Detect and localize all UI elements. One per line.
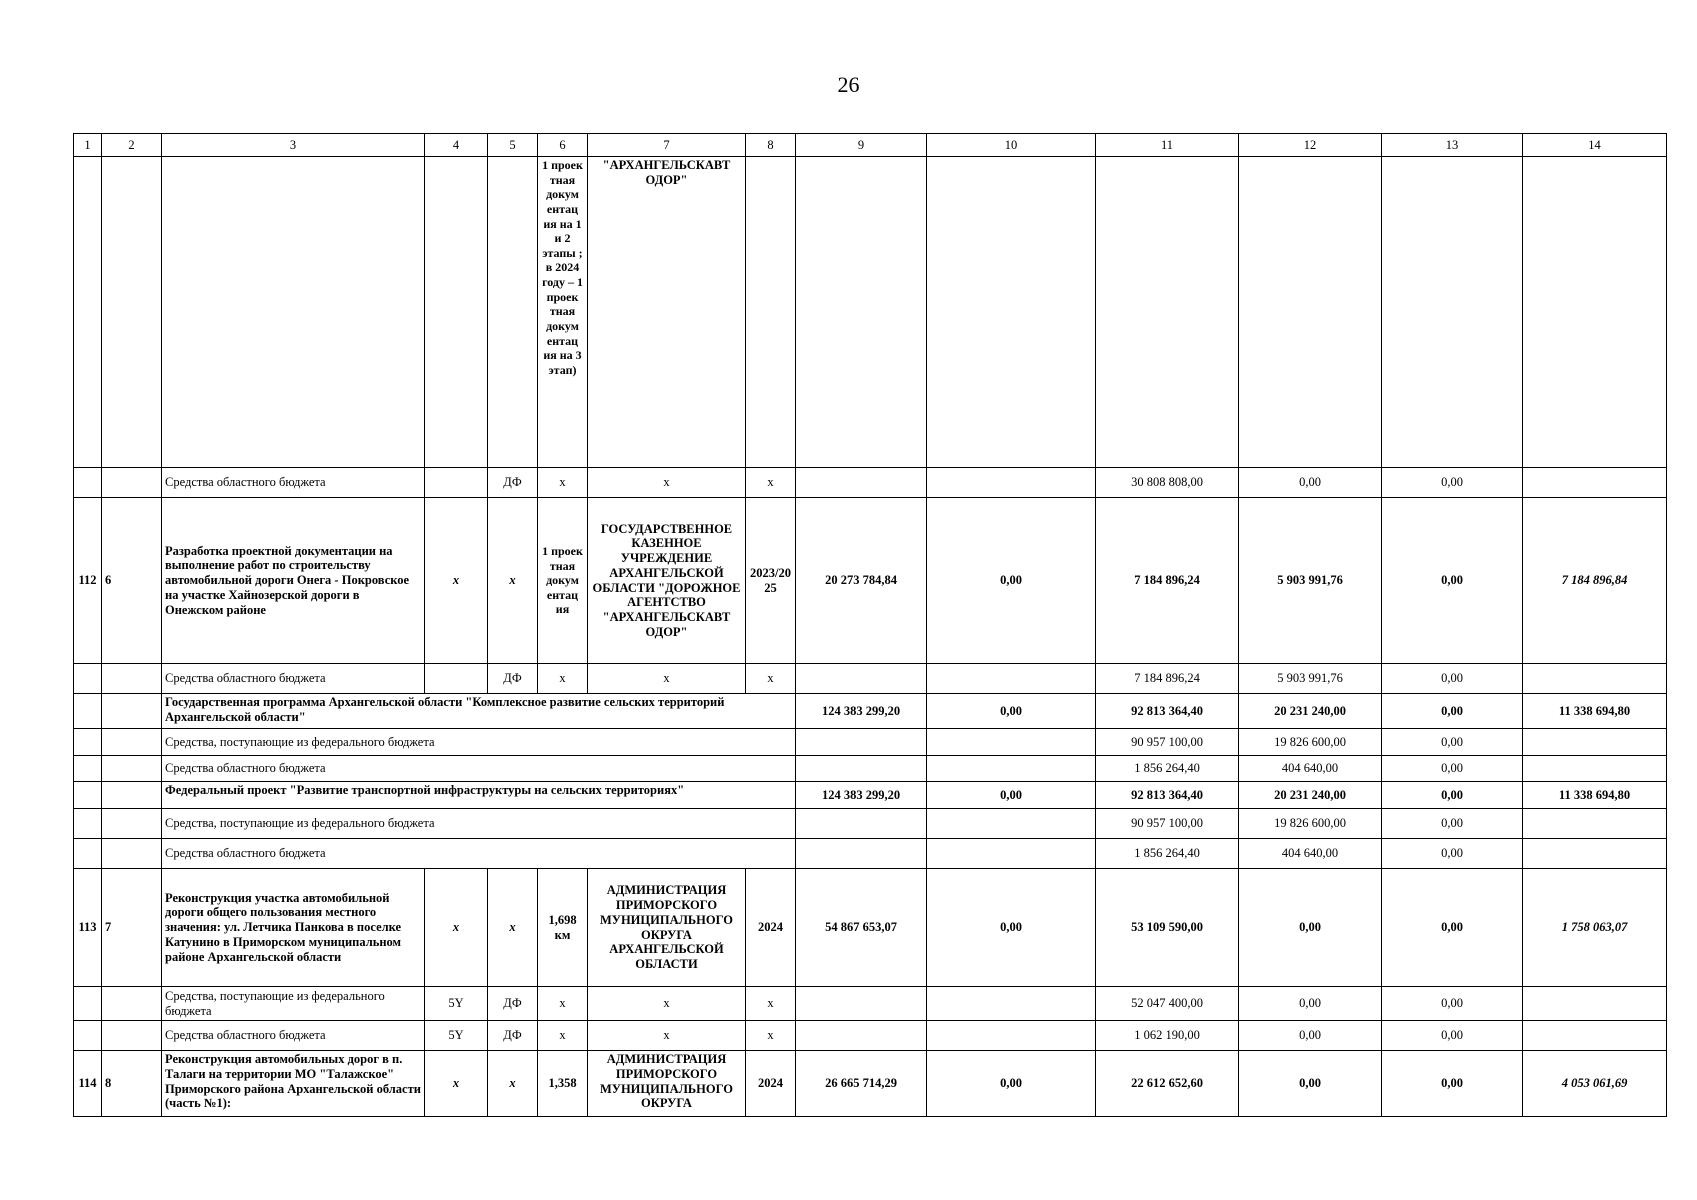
program-title: Государственная программа Архангельской области "Комплексное развитие сельских территорий Архангельской области" bbox=[162, 694, 796, 729]
executor-cell: х bbox=[588, 987, 746, 1021]
quantity-cell: х bbox=[538, 468, 588, 498]
table-row bbox=[74, 468, 1667, 498]
amount-cell: 5 903 991,76 bbox=[1239, 664, 1382, 694]
row-label: Средства областного бюджета bbox=[162, 1021, 425, 1051]
amount-cell: 92 813 364,40 bbox=[1096, 782, 1239, 809]
quantity-cell: 1 проек тная докум ентац ия на 1 и 2 этапы ; в 2024 году – 1 проек тная докум ентац ия на 3 этап) bbox=[538, 157, 588, 468]
amount-cell: 1 758 063,07 bbox=[1523, 869, 1667, 987]
table-row bbox=[74, 729, 1667, 756]
executor-cell: АДМИНИСТРАЦИЯ ПРИМОРСКОГО МУНИЦИПАЛЬНОГО ОКРУГА bbox=[588, 1051, 746, 1117]
period-cell: х bbox=[746, 987, 796, 1021]
code-cell: х bbox=[425, 869, 488, 987]
amount-cell: 7 184 896,24 bbox=[1096, 664, 1239, 694]
amount-cell: 11 338 694,80 bbox=[1523, 782, 1667, 809]
quantity-cell: х bbox=[538, 664, 588, 694]
amount-cell: 20 273 784,84 bbox=[796, 498, 927, 664]
table-row bbox=[74, 756, 1667, 782]
period-cell: х bbox=[746, 468, 796, 498]
executor-cell: х bbox=[588, 468, 746, 498]
amount-cell: 90 957 100,00 bbox=[1096, 729, 1239, 756]
amount-cell: 19 826 600,00 bbox=[1239, 809, 1382, 839]
amount-cell: 124 383 299,20 bbox=[796, 694, 927, 729]
amount-cell: 11 338 694,80 bbox=[1523, 694, 1667, 729]
row-label: Разработка проектной документации на выполнение работ по строительству автомобильной дороги Онега - Покровское на участке Хайнозерской дороги в Онежском районе bbox=[162, 498, 425, 664]
table-row bbox=[74, 839, 1667, 869]
table-row bbox=[74, 694, 1667, 729]
table-row bbox=[74, 869, 1667, 987]
source-cell: х bbox=[488, 1051, 538, 1117]
amount-cell: 124 383 299,20 bbox=[796, 782, 927, 809]
source-cell: х bbox=[488, 869, 538, 987]
header-cell: 14 bbox=[1523, 134, 1667, 157]
amount-cell: 0,00 bbox=[927, 498, 1096, 664]
amount-cell: 52 047 400,00 bbox=[1096, 987, 1239, 1021]
amount-cell: 404 640,00 bbox=[1239, 839, 1382, 869]
amount-cell: 1 856 264,40 bbox=[1096, 756, 1239, 782]
row-label: Средства, поступающие из федерального бюджета bbox=[162, 987, 425, 1021]
project-title: Федеральный проект "Развитие транспортной инфраструктуры на сельских территориях" bbox=[162, 782, 796, 809]
item-number: 7 bbox=[102, 869, 162, 987]
row-label: Реконструкция участка автомобильной дороги общего пользования местного значения: ул. Летчика Панкова в поселке Катунино в Приморском муниципальном районе Архангельской области bbox=[162, 869, 425, 987]
amount-cell: 22 612 652,60 bbox=[1096, 1051, 1239, 1117]
amount-cell: 54 867 653,07 bbox=[796, 869, 927, 987]
header-cell: 3 bbox=[162, 134, 425, 157]
row-label: Средства, поступающие из федерального бюджета bbox=[162, 809, 796, 839]
row-number: 114 bbox=[74, 1051, 102, 1117]
table-row bbox=[74, 987, 1667, 1021]
executor-cell: "АРХАНГЕЛЬСКАВТ ОДОР" bbox=[588, 157, 746, 468]
amount-cell: 0,00 bbox=[1382, 468, 1523, 498]
amount-cell: 0,00 bbox=[1382, 1051, 1523, 1117]
period-cell: 2023/20 25 bbox=[746, 498, 796, 664]
quantity-cell: 1 проек тная докум ентац ия bbox=[538, 498, 588, 664]
header-cell: 5 bbox=[488, 134, 538, 157]
amount-cell: 0,00 bbox=[1382, 1021, 1523, 1051]
header-cell: 7 bbox=[588, 134, 746, 157]
row-label: Средства областного бюджета bbox=[162, 839, 796, 869]
amount-cell: 0,00 bbox=[1382, 809, 1523, 839]
header-cell: 2 bbox=[102, 134, 162, 157]
source-cell: ДФ bbox=[488, 987, 538, 1021]
table-row bbox=[74, 664, 1667, 694]
amount-cell: 0,00 bbox=[1382, 694, 1523, 729]
code-cell: 5Y bbox=[425, 1021, 488, 1051]
table-row bbox=[74, 1051, 1667, 1117]
header-cell: 1 bbox=[74, 134, 102, 157]
amount-cell: 0,00 bbox=[1382, 839, 1523, 869]
period-cell: х bbox=[746, 1021, 796, 1051]
amount-cell: 53 109 590,00 bbox=[1096, 869, 1239, 987]
executor-cell: х bbox=[588, 664, 746, 694]
amount-cell: 20 231 240,00 bbox=[1239, 782, 1382, 809]
header-cell: 13 bbox=[1382, 134, 1523, 157]
row-label: Средства областного бюджета bbox=[162, 468, 425, 498]
amount-cell: 0,00 bbox=[1382, 869, 1523, 987]
amount-cell: 0,00 bbox=[1382, 498, 1523, 664]
amount-cell: 90 957 100,00 bbox=[1096, 809, 1239, 839]
executor-cell: х bbox=[588, 1021, 746, 1051]
table-row bbox=[74, 809, 1667, 839]
amount-cell: 1 062 190,00 bbox=[1096, 1021, 1239, 1051]
amount-cell: 7 184 896,24 bbox=[1096, 498, 1239, 664]
header-cell: 11 bbox=[1096, 134, 1239, 157]
table-row bbox=[74, 498, 1667, 664]
amount-cell: 0,00 bbox=[1239, 468, 1382, 498]
page-number: 26 bbox=[837, 72, 860, 97]
table-row bbox=[74, 157, 1667, 468]
quantity-cell: 1,698 км bbox=[538, 869, 588, 987]
amount-cell: 0,00 bbox=[1239, 987, 1382, 1021]
quantity-cell: 1,358 bbox=[538, 1051, 588, 1117]
amount-cell: 26 665 714,29 bbox=[796, 1051, 927, 1117]
amount-cell: 0,00 bbox=[1382, 782, 1523, 809]
row-label: Средства областного бюджета bbox=[162, 664, 425, 694]
executor-cell: АДМИНИСТРАЦИЯ ПРИМОРСКОГО МУНИЦИПАЛЬНОГО ОКРУГА АРХАНГЕЛЬСКОЙ ОБЛАСТИ bbox=[588, 869, 746, 987]
amount-cell: 0,00 bbox=[1239, 1051, 1382, 1117]
code-cell: 5Y bbox=[425, 987, 488, 1021]
amount-cell: 7 184 896,84 bbox=[1523, 498, 1667, 664]
item-number: 6 bbox=[102, 498, 162, 664]
amount-cell: 4 053 061,69 bbox=[1523, 1051, 1667, 1117]
budget-table bbox=[73, 133, 1667, 1117]
amount-cell: 1 856 264,40 bbox=[1096, 839, 1239, 869]
item-number: 8 bbox=[102, 1051, 162, 1117]
amount-cell: 0,00 bbox=[927, 694, 1096, 729]
amount-cell: 0,00 bbox=[1382, 756, 1523, 782]
source-cell: ДФ bbox=[488, 468, 538, 498]
table-row bbox=[74, 1021, 1667, 1051]
header-cell: 8 bbox=[746, 134, 796, 157]
header-row bbox=[74, 134, 1667, 157]
amount-cell: 0,00 bbox=[927, 782, 1096, 809]
row-number: 112 bbox=[74, 498, 102, 664]
quantity-cell: х bbox=[538, 987, 588, 1021]
amount-cell: 30 808 808,00 bbox=[1096, 468, 1239, 498]
period-cell: 2024 bbox=[746, 869, 796, 987]
executor-cell: ГОСУДАРСТВЕННОЕ КАЗЕННОЕ УЧРЕЖДЕНИЕ АРХАНГЕЛЬСКОЙ ОБЛАСТИ "ДОРОЖНОЕ АГЕНТСТВО "АРХАНГЕЛЬСКАВТ ОДОР" bbox=[588, 498, 746, 664]
amount-cell: 0,00 bbox=[1382, 987, 1523, 1021]
row-label: Средства областного бюджета bbox=[162, 756, 796, 782]
amount-cell: 0,00 bbox=[1382, 729, 1523, 756]
amount-cell: 92 813 364,40 bbox=[1096, 694, 1239, 729]
header-cell: 6 bbox=[538, 134, 588, 157]
quantity-cell: х bbox=[538, 1021, 588, 1051]
source-cell: ДФ bbox=[488, 1021, 538, 1051]
amount-cell: 0,00 bbox=[1239, 1021, 1382, 1051]
header-cell: 12 bbox=[1239, 134, 1382, 157]
amount-cell: 0,00 bbox=[927, 1051, 1096, 1117]
code-cell: х bbox=[425, 498, 488, 664]
header-cell: 10 bbox=[927, 134, 1096, 157]
amount-cell: 0,00 bbox=[927, 869, 1096, 987]
period-cell: х bbox=[746, 664, 796, 694]
source-cell: х bbox=[488, 498, 538, 664]
amount-cell: 19 826 600,00 bbox=[1239, 729, 1382, 756]
amount-cell: 20 231 240,00 bbox=[1239, 694, 1382, 729]
amount-cell: 404 640,00 bbox=[1239, 756, 1382, 782]
row-number: 113 bbox=[74, 869, 102, 987]
table-row bbox=[74, 782, 1667, 809]
amount-cell: 5 903 991,76 bbox=[1239, 498, 1382, 664]
amount-cell: 0,00 bbox=[1239, 869, 1382, 987]
row-label: Средства, поступающие из федерального бюджета bbox=[162, 729, 796, 756]
header-cell: 4 bbox=[425, 134, 488, 157]
period-cell: 2024 bbox=[746, 1051, 796, 1117]
header-cell: 9 bbox=[796, 134, 927, 157]
amount-cell: 0,00 bbox=[1382, 664, 1523, 694]
source-cell: ДФ bbox=[488, 664, 538, 694]
code-cell: х bbox=[425, 1051, 488, 1117]
row-label: Реконструкция автомобильных дорог в п. Талаги на территории МО "Талажское" Приморского района Архангельской области (часть №1): bbox=[162, 1051, 425, 1117]
